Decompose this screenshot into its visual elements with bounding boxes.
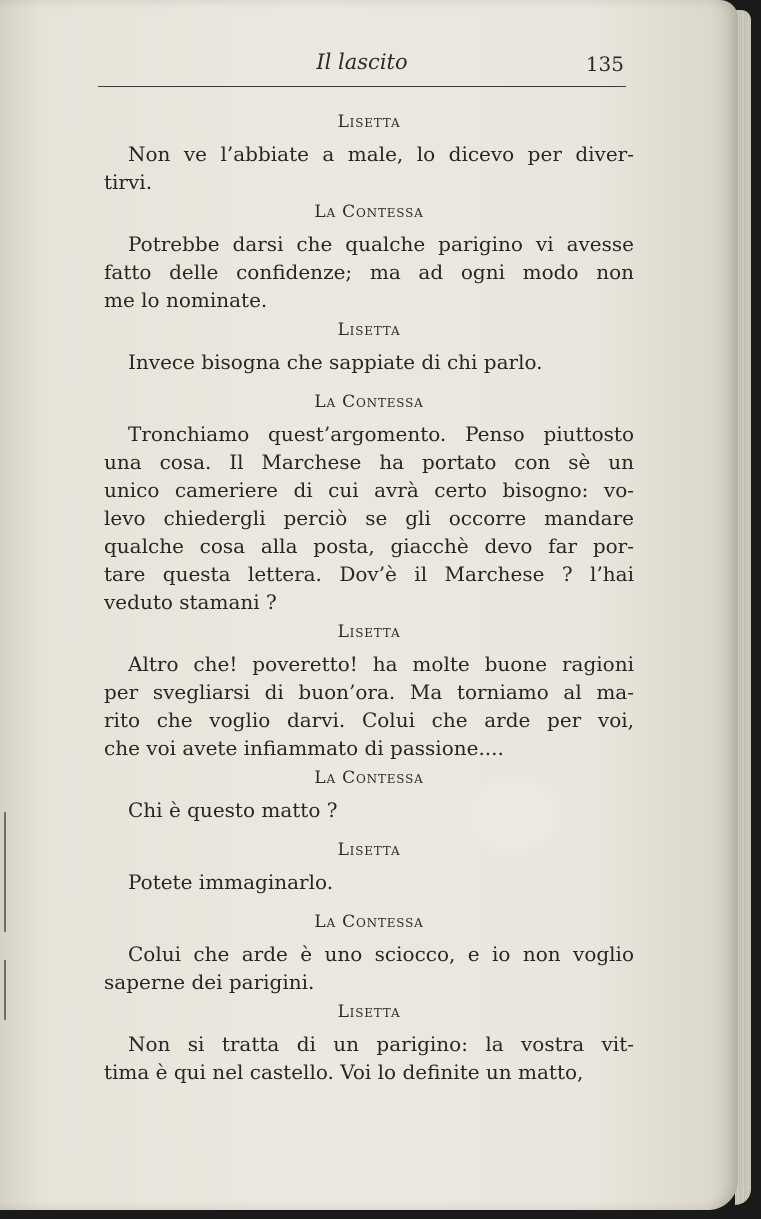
text-line: Potrebbe darsi che qualche parigino vi avesse: [128, 232, 634, 256]
running-title: Il lascito: [316, 50, 408, 74]
dialogue-text: [104, 106, 634, 1086]
speaker-name: Lisetta: [337, 320, 401, 340]
text-line: tima è qui nel castello. Voi lo definite un matto,: [104, 1060, 584, 1084]
text-line: Altro che! poveretto! ha molte buone ragioni: [128, 652, 634, 676]
speaker-name: La Contessa: [314, 202, 424, 222]
text-line: qualche cosa alla posta, giacchè devo far por-: [104, 534, 634, 558]
text-line: tare questa lettera. Dov’è il Marchese ? l’hai: [104, 562, 634, 586]
text-line: Tronchiamo quest’argomento. Penso piuttosto: [128, 422, 634, 446]
speaker-name: Lisetta: [337, 840, 401, 860]
text-line: Non ve l’abbiate a male, lo dicevo per diver-: [128, 142, 634, 166]
speaker-name: La Contessa: [314, 912, 424, 932]
speaker-name: Lisetta: [337, 1002, 401, 1022]
text-line: unico cameriere di cui avrà certo bisogno: vo-: [104, 478, 634, 502]
margin-mark: [4, 960, 6, 1020]
text-line: saperne dei parigini.: [104, 970, 315, 994]
speaker-name: Lisetta: [337, 622, 401, 642]
text-line: una cosa. Il Marchese ha portato con sè un: [104, 450, 634, 474]
speaker-name: Lisetta: [337, 112, 401, 132]
text-line: per svegliarsi di buon’ora. Ma torniamo al ma-: [104, 680, 634, 704]
paragraph-gap: [104, 896, 634, 906]
text-line: che voi avete infiammato di passione....: [104, 736, 504, 760]
speaker-name: La Contessa: [314, 768, 424, 788]
text-line: Non si tratta di un parigino: la vostra vit-: [128, 1032, 634, 1056]
running-head: [98, 50, 626, 87]
text-line: Chi è questo matto ?: [128, 798, 338, 822]
speaker-name: La Contessa: [314, 392, 424, 412]
text-line: tirvi.: [104, 170, 153, 194]
page-number: 135: [585, 52, 624, 76]
paragraph-gap: [104, 376, 634, 386]
text-line: Colui che arde è uno sciocco, e io non voglio: [128, 942, 634, 966]
margin-mark: [4, 812, 6, 932]
text-line: rito che voglio darvi. Colui che arde per voi,: [104, 708, 634, 732]
text-line: Invece bisogna che sappiate di chi parlo.: [128, 350, 543, 374]
text-line: fatto delle confidenze; ma ad ogni modo non: [104, 260, 634, 284]
text-line: levo chiedergli perciò se gli occorre mandare: [104, 506, 634, 530]
paragraph-gap: [104, 824, 634, 834]
text-line: me lo nominate.: [104, 288, 268, 312]
text-line: Potete immaginarlo.: [128, 870, 334, 894]
text-line: veduto stamani ?: [104, 590, 277, 614]
